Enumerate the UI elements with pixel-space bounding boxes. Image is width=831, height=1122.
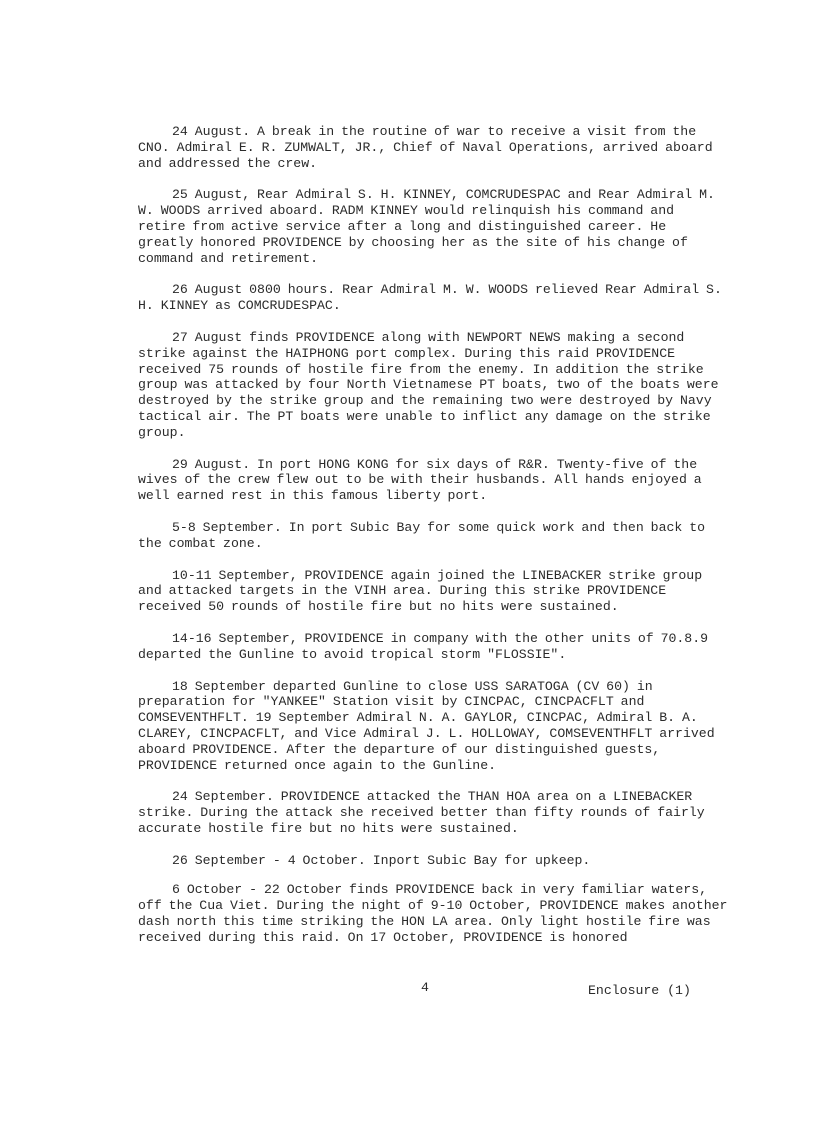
paragraph-24-september: 24 September. PROVIDENCE attacked the THAN HOA area on a LINEBACKER strike. During the attack she received better than fifty rounds of fairly accurate hostile fire but no hits were sustained. <box>138 789 705 836</box>
paragraph-26-september: 26 September - 4 October. Inport Subic Bay for upkeep. <box>172 852 591 868</box>
paragraph-6-october: 6 October - 22 October finds PROVIDENCE back in very familiar waters, off the Cua Viet. During the night of 9-10 October, PROVIDENCE makes another dash north this time striking the HON LA area. Only light hostile fire was received during this raid. On 17 October, PROVIDENCE is honored <box>138 882 728 945</box>
paragraph-27-august: 27 August finds PROVIDENCE along with NEWPORT NEWS making a second strike against the HAIPHONG port complex. During this raid PROVIDENCE received 75 rounds of hostile fire from the enemy. In addition the strike group was attacked by four North Vietnamese PT boats, two of the boats were destroyed by the strike group and the remaining two were destroyed by Navy tactical air. The PT boats were unable to inflict any damage on the strike group. <box>138 329 719 440</box>
document-body <box>138 124 728 962</box>
page-number: 4 <box>421 980 429 995</box>
paragraph-24-august: 24 August. A break in the routine of war to receive a visit from the CNO. Admiral E. R. ZUMWALT, JR., Chief of Naval Operations, arrived aboard and addressed the crew. <box>138 124 713 171</box>
paragraph-25-august: 25 August, Rear Admiral S. H. KINNEY, COMCRUDESPAC and Rear Admiral M. W. WOODS arrived aboard. RADM KINNEY would relinquish his command and retire from active service after a long and distinguished career. He greatly honored PROVIDENCE by choosing her as the site of his change of command and retirement. <box>138 187 715 266</box>
paragraph-18-september: 18 September departed Gunline to close USS SARATOGA (CV 60) in preparation for "YANKEE" Station visit by CINCPAC, CINCPACFLT and COMSEVENTHFLT. 19 September Admiral N. A. GAYLOR, CINCPAC, Admiral B. A. CLAREY, CINCPACFLT, and Vice Admiral J. L. HOLLOWAY, COMSEVENTHFLT arrived aboard PROVIDENCE. After the departure of our distinguished guests, PROVIDENCE returned once again to the Gunline. <box>138 678 715 773</box>
paragraph-5-8-september: 5-8 September. In port Subic Bay for some quick work and then back to the combat zone. <box>138 519 706 551</box>
paragraph-26-august: 26 August 0800 hours. Rear Admiral M. W. WOODS relieved Rear Admiral S. H. KINNEY as COMCRUDESPAC. <box>138 282 722 314</box>
enclosure-label: Enclosure (1) <box>588 983 691 998</box>
paragraph-14-16-september: 14-16 September, PROVIDENCE in company with the other units of 70.8.9 departed the Gunline to avoid tropical storm "FLOSSIE". <box>138 630 709 662</box>
paragraph-29-august: 29 August. In port HONG KONG for six days of R&R. Twenty-five of the wives of the crew flew out to be with their husbands. All hands enjoyed a well earned rest in this famous liberty port. <box>138 456 702 504</box>
paragraph-10-11-september: 10-11 September, PROVIDENCE again joined the LINEBACKER strike group and attacked targets in the VINH area. During this strike PROVIDENCE received 50 rounds of hostile fire but no hits were sustained. <box>138 567 703 615</box>
